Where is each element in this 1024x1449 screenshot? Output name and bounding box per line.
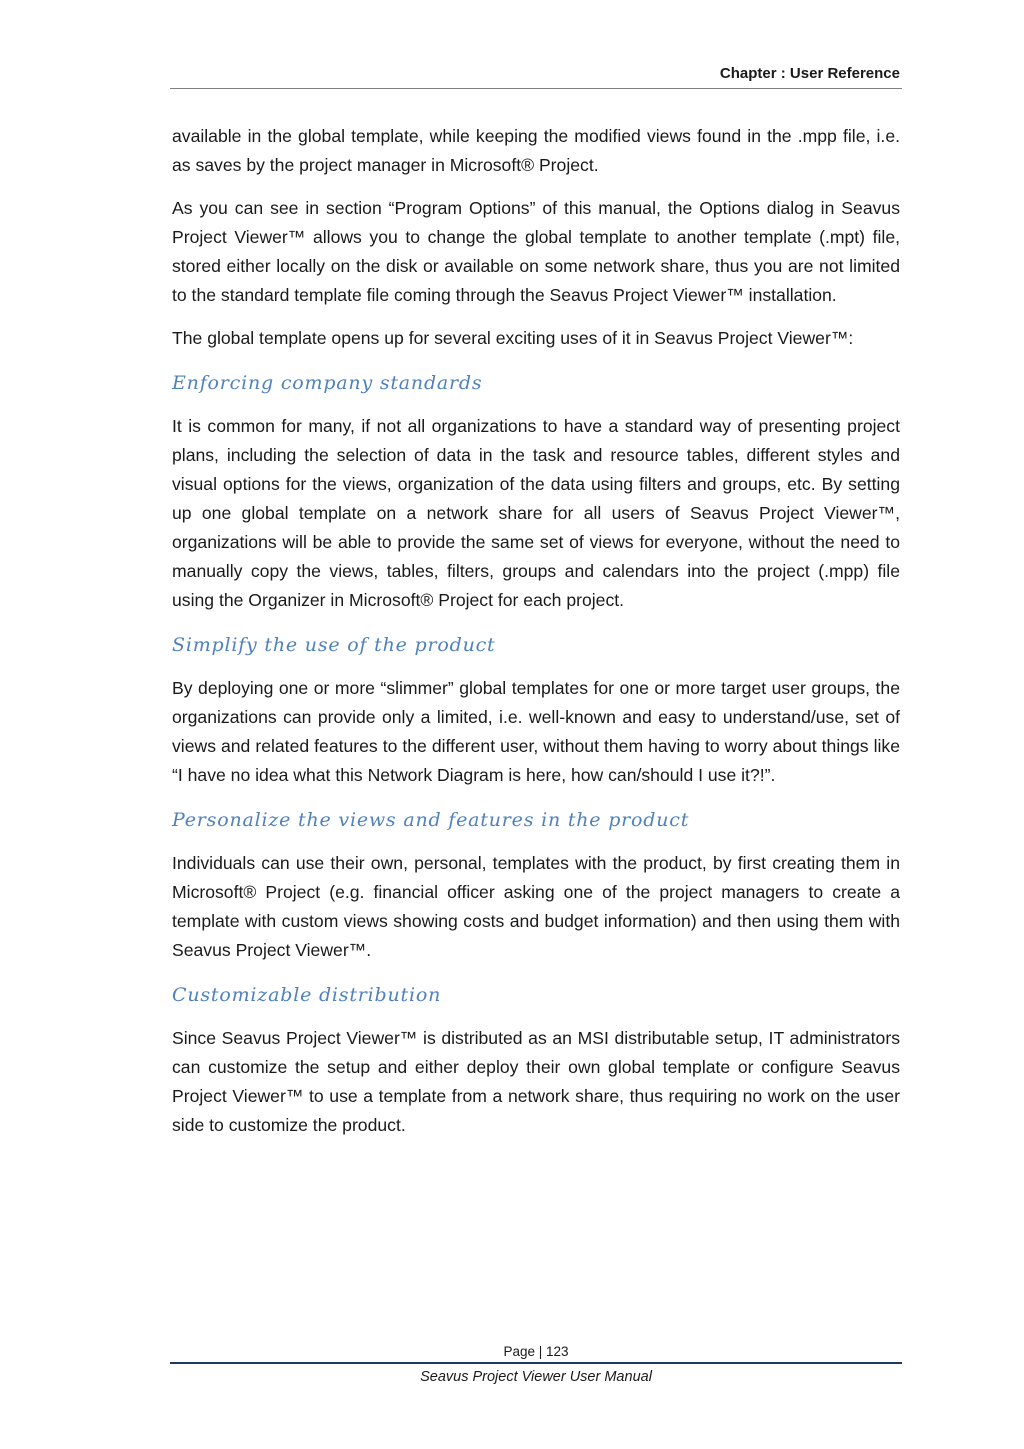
page-header <box>170 58 902 89</box>
paragraph: available in the global template, while keeping the modified views found in the .mpp file, i.e. as saves by the project manager in Microsoft® Project. <box>172 126 900 175</box>
section-heading-customizable-distribution: Customizable distribution <box>172 984 442 1006</box>
section-paragraph: By deploying one or more “slimmer” global templates for one or more target user groups, the organizations can provide only a limited, i.e. well-known and easy to understand/use, set of views and related features to the different user, without them having to worry about things like “I have no idea what this Network Diagram is here, how can/should I use it?!”. <box>172 678 900 785</box>
section-paragraph: Since Seavus Project Viewer™ is distributed as an MSI distributable setup, IT administrators can customize the setup and either deploy their own global template or configure Seavus Project Viewer™ to use a template from a network share, thus requiring no work on the user side to customize the product. <box>172 1028 900 1135</box>
chapter-title: Chapter : User Reference <box>719 65 900 82</box>
section-heading-enforcing-standards: Enforcing company standards <box>172 372 483 394</box>
section-heading-simplify-use: Simplify the use of the product <box>172 634 496 656</box>
paragraph: As you can see in section “Program Options” of this manual, the Options dialog in Seavus Project Viewer™ allows you to change the global template to another template (.mpt) file, stored either locally on the disk or available on some network share, thus you are not limited to the standard template file coming through the Seavus Project Viewer™ installation. <box>172 198 900 305</box>
section-paragraph: Individuals can use their own, personal, templates with the product, by first creating them in Microsoft® Project (e.g. financial officer asking one of the project managers to create a template with custom views showing costs and budget information) and then using them with Seavus Project Viewer™. <box>172 853 900 960</box>
page-content <box>172 122 900 1154</box>
paragraph: The global template opens up for several exciting uses of it in Seavus Project Viewer™: <box>172 328 854 348</box>
manual-title: Seavus Project Viewer User Manual <box>420 1369 652 1385</box>
section-heading-personalize: Personalize the views and features in the product <box>172 809 690 831</box>
page-number: Page | 123 <box>170 1341 902 1364</box>
section-paragraph: It is common for many, if not all organizations to have a standard way of presenting project plans, including the selection of data in the task and resource tables, different styles and visual options for the views, organization of the data using filters and groups, etc. By setting up one global template on a network share for all users of Seavus Project Viewer™, organizations will be able to provide the same set of views for everyone, without the need to manually copy the views, tables, filters, groups and calendars into the project (.mpp) file using the Organizer in Microsoft® Project for each project. <box>172 416 900 610</box>
page-footer <box>170 1341 902 1385</box>
